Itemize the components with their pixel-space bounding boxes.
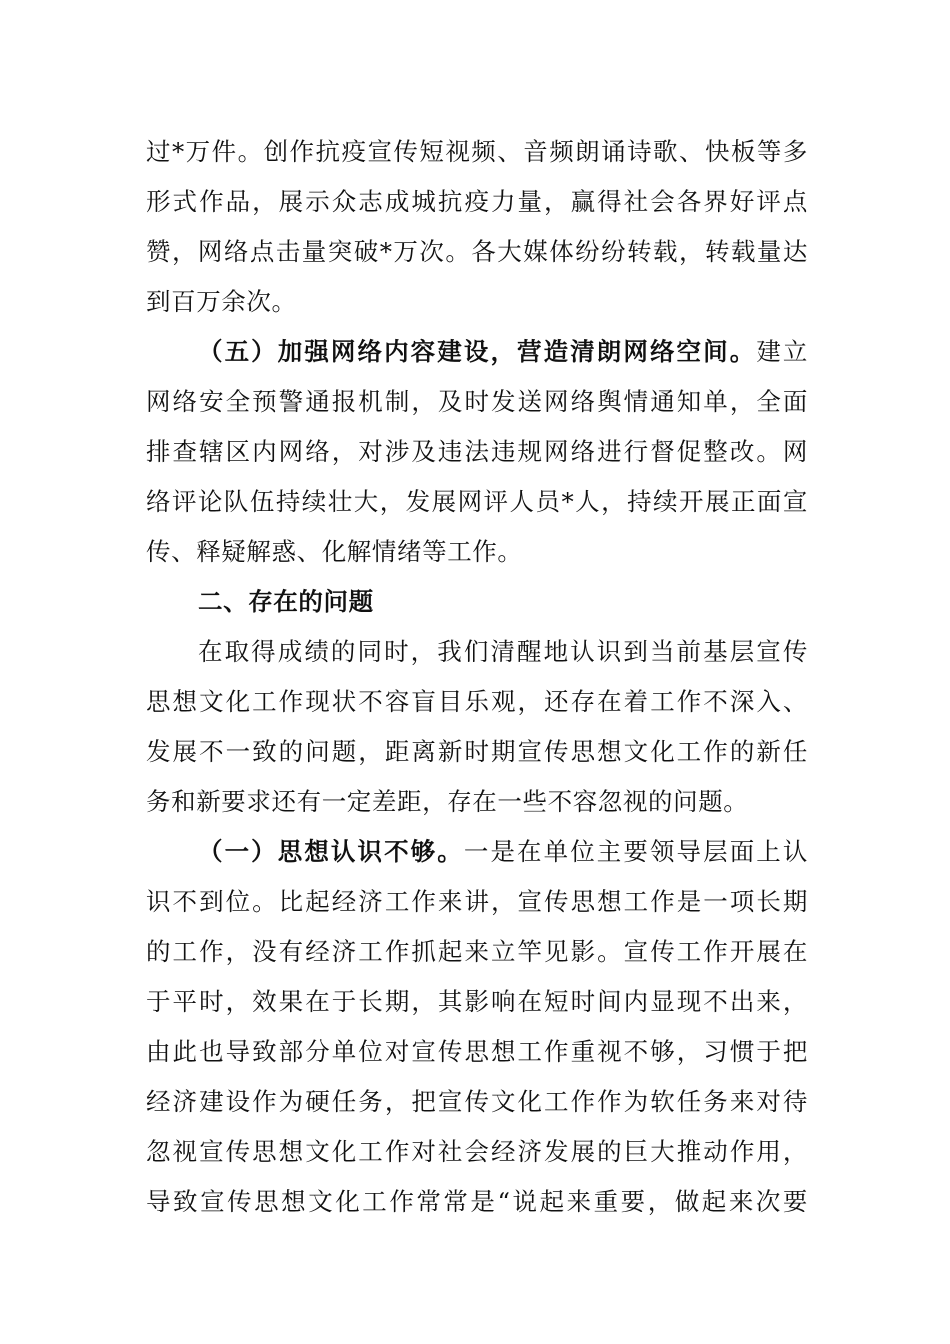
paragraph-4-line-6: 经济建设作为硬任务，把宣传文化工作作为软任务来对待 bbox=[146, 1087, 808, 1116]
paragraph-3-line-3: 发展不一致的问题，距离新时期宣传思想文化工作的新任 bbox=[146, 737, 808, 766]
paragraph-1-line-2: 形式作品，展示众志成城抗疫力量，赢得社会各界好评点 bbox=[146, 187, 808, 216]
paragraph-3-line-1: 在取得成绩的同时，我们清醒地认识到当前基层宣传 bbox=[198, 637, 808, 666]
paragraph-4-line-5: 由此也导致部分单位对宣传思想工作重视不够，习惯于把 bbox=[146, 1037, 808, 1066]
paragraph-4-line-1 bbox=[198, 835, 808, 869]
subsection-heading-1: （一）思想认识不够。 bbox=[198, 837, 464, 866]
paragraph-2-line-2: 网络安全预警通报机制，及时发送网络舆情通知单，全面 bbox=[146, 387, 808, 416]
paragraph-4-line-2: 识不到位。比起经济工作来讲，宣传思想工作是一项长期 bbox=[146, 887, 808, 916]
paragraph-1-line-3: 赞，网络点击量突破*万次。各大媒体纷纷转载，转载量达 bbox=[146, 237, 808, 266]
paragraph-4-line-4: 于平时，效果在于长期，其影响在短时间内显现不出来， bbox=[146, 987, 808, 1016]
paragraph-2-line-1-rest: 建立 bbox=[756, 337, 808, 366]
paragraph-2-line-5: 传、释疑解惑、化解情绪等工作。 bbox=[146, 537, 523, 566]
paragraph-4-line-3: 的工作，没有经济工作抓起来立竿见影。宣传工作开展在 bbox=[146, 937, 808, 966]
paragraph-2-line-1 bbox=[198, 335, 808, 369]
paragraph-2-line-4: 络评论队伍持续壮大，发展网评人员*人，持续开展正面宣 bbox=[146, 487, 808, 516]
paragraph-4-line-1-rest: 一是在单位主要领导层面上认 bbox=[463, 837, 808, 866]
paragraph-1-line-1: 过*万件。创作抗疫宣传短视频、音频朗诵诗歌、快板等多 bbox=[146, 137, 808, 166]
paragraph-3-line-2: 思想文化工作现状不容盲目乐观，还存在着工作不深入、 bbox=[146, 687, 808, 716]
subsection-heading-5: （五）加强网络内容建设，营造清朗网络空间。 bbox=[198, 337, 757, 366]
paragraph-3-line-4: 务和新要求还有一定差距，存在一些不容忽视的问题。 bbox=[146, 787, 749, 816]
paragraph-2-line-3: 排查辖区内网络，对涉及违法违规网络进行督促整改。网 bbox=[146, 437, 808, 466]
section-heading: 二、存在的问题 bbox=[198, 587, 374, 616]
paragraph-4-line-7: 忽视宣传思想文化工作对社会经济发展的巨大推动作用， bbox=[146, 1137, 808, 1166]
paragraph-4-line-8: 导致宣传思想文化工作常常是“说起来重要，做起来次要 bbox=[146, 1187, 808, 1216]
paragraph-1-line-4: 到百万余次。 bbox=[146, 287, 297, 316]
